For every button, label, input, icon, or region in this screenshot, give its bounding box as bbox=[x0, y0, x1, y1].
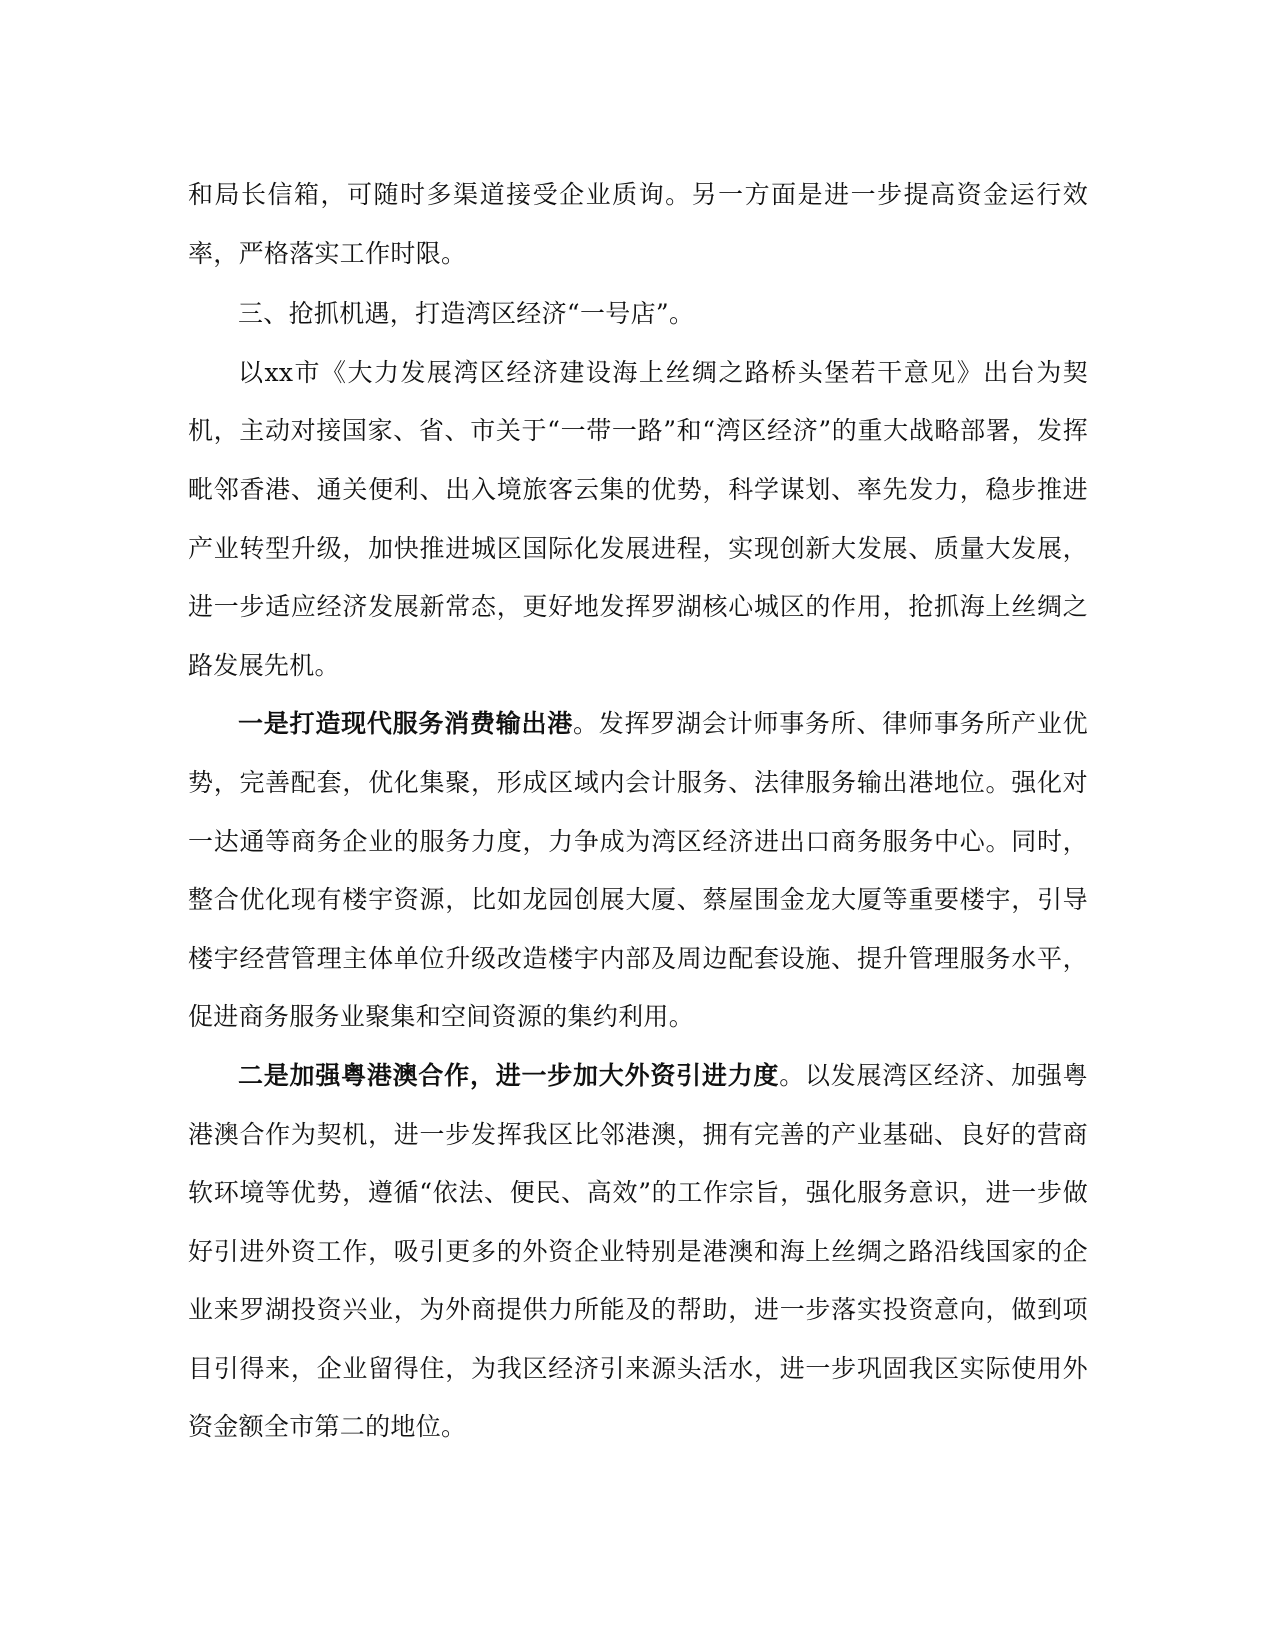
paragraph-bay-area-intro: 以xx市《大力发展湾区经济建设海上丝绸之路桥头堡若干意见》出台为契机，主动对接国家、省、市关于“一带一路”和“湾区经济”的重大战略部署，发挥毗邻香港、通关便利、出入境旅客云集的优势，科学谋划、率先发力，稳步推进产业转型升级，加快推进城区国际化发展进程，实现创新大发展、质量大发展，进一步适应经济发展新常态，更好地发挥罗湖核心城区的作用，抢抓海上丝绸之路发展先机。 bbox=[188, 357, 1088, 680]
document-body bbox=[188, 166, 1088, 1457]
item-1-body: 。发挥罗湖会计师事务所、律师事务所产业优势，完善配套，优化集聚，形成区域内会计服务、法律服务输出港地位。强化对一达通等商务企业的服务力度，力争成为湾区经济进出口商务服务中心。同时，整合优化现有楼宇资源，比如龙园创展大厦、蔡屋围金龙大厦等重要楼宇，引导楼宇经营管理主体单位升级改造楼宇内部及周边配套设施、提升管理服务水平，促进商务服务业聚集和空间资源的集约利用。 bbox=[188, 709, 1088, 1032]
item-2-body: 。以发展湾区经济、加强粤港澳合作为契机，进一步发挥我区比邻港澳，拥有完善的产业基础、良好的营商软环境等优势，遵循“依法、便民、高效”的工作宗旨，强化服务意识，进一步做好引进外资工作，吸引更多的外资企业特别是港澳和海上丝绸之路沿线国家的企业来罗湖投资兴业，为外商提供力所能及的帮助，进一步落实投资意向，做到项目引得来，企业留得住，为我区经济引来源头活水，进一步巩固我区实际使用外资金额全市第二的地位。 bbox=[188, 1060, 1088, 1442]
item-1-title: 一是打造现代服务消费输出港 bbox=[238, 709, 574, 739]
paragraph-item-1 bbox=[188, 695, 1088, 1047]
paragraph-continuation: 和局长信箱，可随时多渠道接受企业质询。另一方面是进一步提高资金运行效率，严格落实工作时限。 bbox=[188, 180, 1088, 268]
paragraph-item-2 bbox=[188, 1047, 1088, 1457]
section-heading-3: 三、抢抓机遇，打造湾区经济“一号店”。 bbox=[238, 299, 695, 329]
item-2-title: 二是加强粤港澳合作，进一步加大外资引进力度 bbox=[238, 1060, 780, 1090]
